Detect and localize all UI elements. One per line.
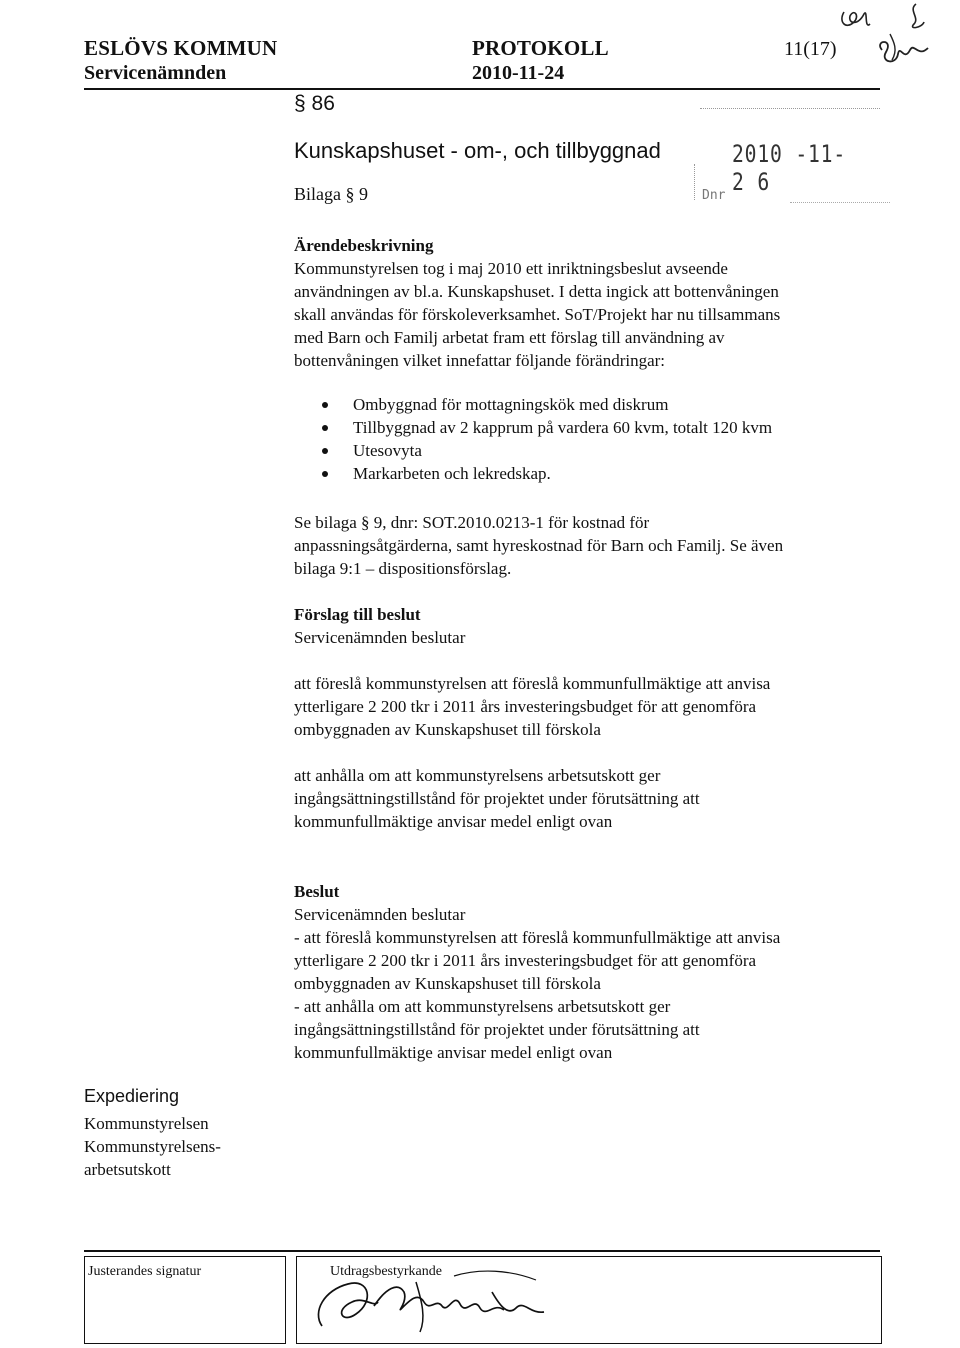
meeting-date: 2010-11-24	[472, 62, 565, 84]
stamp-dnr-label: Dnr	[702, 188, 726, 203]
committee-name: Servicenämnden	[84, 62, 227, 84]
list-item: Kommunstyrelsen	[84, 1114, 209, 1133]
attachment-reference: Bilaga § 9	[294, 184, 368, 204]
proposal-subheading: Servicenämnden beslutar	[294, 628, 466, 647]
section-title: Kunskapshuset - om-, och tillbyggnad	[294, 138, 661, 163]
change-list	[320, 393, 772, 485]
list-item: Kommunstyrelsens-	[84, 1137, 221, 1156]
handwritten-signature-icon	[304, 1262, 564, 1342]
paragraph-number: § 86	[294, 92, 335, 115]
signature-label: Justerandes signatur	[88, 1264, 202, 1279]
decision-subheading: Servicenämnden beslutar	[294, 905, 466, 924]
decision-text: - att föreslå kommunstyrelsen att föreslå kommunfullmäktige att anvisa ytterligare 2 200 tkr i 2011 års investeringsbudget för att genomföra ombyggnaden av Kunskapshuset till förskola - att anhålla om att kommunstyrelsens arbetsutskott ger ingångsättningstillstånd för projektet under förutsättning att kommunfullmäktige anvisar medel enligt ovan	[294, 928, 781, 1062]
list-item: Tillbyggnad av 2 kapprum på vardera 60 kvm, totalt 120 kvm	[320, 416, 772, 439]
proposal-item-1: att föreslå kommunstyrelsen att föreslå kommunfullmäktige att anvisa ytterligare 2 200 tkr i 2011 års investeringsbudget för att genomföra ombyggnaden av Kunskapshuset till förskola	[294, 674, 771, 739]
list-item: arbetsutskott	[84, 1160, 171, 1179]
case-description-heading: Ärendebeskrivning	[294, 236, 434, 255]
case-description-text: Kommunstyrelsen tog i maj 2010 ett inriktningsbeslut avseende användningen av bl.a. Kunskapshuset. I detta ingick att bottenvåningen skall användas för förskoleverksamhet. SoT/Projekt har nu tillsammans med Barn och Familj arbetat fram ett förslag till användning av bottenvåningen vilket innefattar följande förändringar:	[294, 259, 781, 370]
organization-name: ESLÖVS KOMMUN	[84, 36, 278, 60]
handwritten-initials-icon	[824, 0, 944, 80]
page-number: 11(17)	[784, 38, 837, 60]
received-stamp	[690, 96, 890, 206]
footer-rule	[84, 1250, 880, 1252]
decision-heading: Beslut	[294, 882, 340, 901]
header-rule	[84, 88, 880, 90]
stamp-date: 2010 -11- 2 6	[732, 140, 847, 196]
list-item: Markarbeten och lekredskap.	[320, 462, 772, 485]
proposal-heading: Förslag till beslut	[294, 605, 421, 624]
distribution-list	[84, 1112, 221, 1181]
document-type: PROTOKOLL	[472, 36, 609, 60]
certification-label: Utdragsbestyrkande	[330, 1264, 442, 1279]
proposal-item-2: att anhålla om att kommunstyrelsens arbetsutskott ger ingångsättningstillstånd för projektet under förutsättning att kommunfullmäktige anvisar medel enligt ovan	[294, 766, 700, 831]
list-item: Ombyggnad för mottagningskök med diskrum	[320, 393, 772, 416]
attachment-note: Se bilaga § 9, dnr: SOT.2010.0213-1 för kostnad för anpassningsåtgärderna, samt hyreskostnad för Barn och Familj. Se även bilaga 9:1 – dispositionsförslag.	[294, 513, 784, 578]
distribution-heading: Expediering	[84, 1086, 180, 1106]
list-item: Utesovyta	[320, 439, 772, 462]
